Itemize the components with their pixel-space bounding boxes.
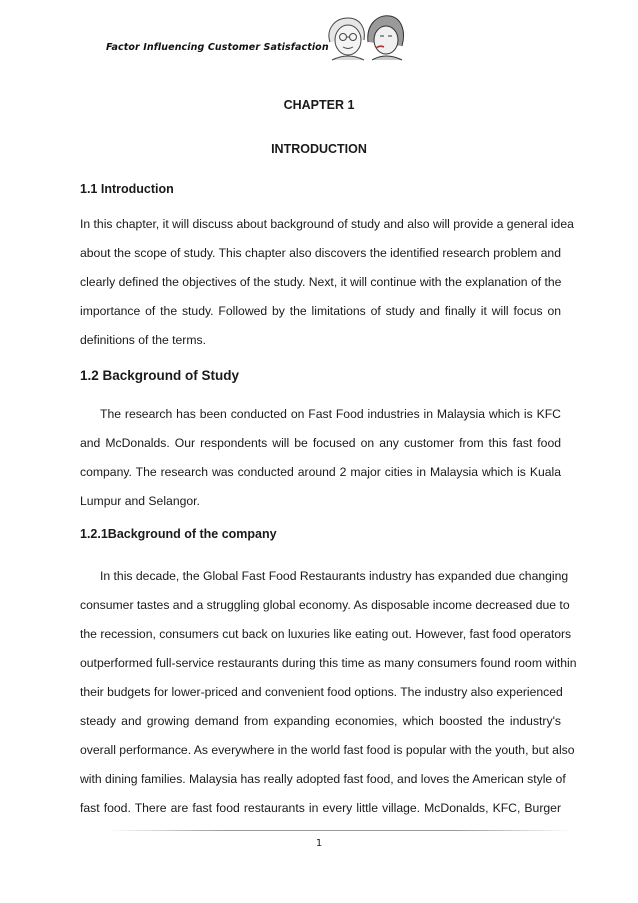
page-number: 1 <box>315 838 323 849</box>
paragraph-line: consumer tastes and a struggling global economy. As disposable income decreased due to <box>80 598 570 612</box>
paragraph-line: clearly defined the objectives of the study. Next, it will continue with the explanation of the <box>80 275 562 289</box>
paragraph-line: The research has been conducted on Fast Food industries in Malaysia which is KFC <box>100 407 561 421</box>
section-heading-background-of-company: 1.2.1Background of the company <box>80 527 277 541</box>
paragraph-line: steady and growing demand from expanding economies, which boosted the industry's <box>80 714 561 728</box>
paragraph-line: In this decade, the Global Fast Food Restaurants industry has expanded due changing <box>100 569 569 583</box>
header-illustration <box>322 12 406 62</box>
chapter-title: INTRODUCTION <box>271 142 367 156</box>
young-person-sketch <box>368 16 404 60</box>
paragraph-line: the recession, consumers cut back on luxuries like eating out. However, fast food operators <box>80 627 572 641</box>
paragraph-background-of-study <box>80 400 561 516</box>
paragraph-line: with dining families. Malaysia has really adopted fast food, and loves the American style of <box>80 772 566 786</box>
paragraph-line: Lumpur and Selangor. <box>80 494 200 508</box>
paragraph-line: overall performance. As everywhere in the world fast food is popular with the youth, but also <box>80 743 575 757</box>
running-header-title: Factor Influencing Customer Satisfaction <box>106 42 329 53</box>
paragraph-line: and McDonalds. Our respondents will be focused on any customer from this fast food <box>80 436 561 450</box>
section-heading-background-of-study: 1.2 Background of Study <box>80 368 240 383</box>
footer-divider <box>108 830 572 831</box>
paragraph-line: company. The research was conducted around 2 major cities in Malaysia which is Kuala <box>80 465 561 479</box>
paragraph-background-of-company <box>80 562 577 823</box>
section-heading-introduction: 1.1 Introduction <box>80 182 174 196</box>
paragraph-introduction <box>80 210 574 355</box>
paragraph-line: about the scope of study. This chapter also discovers the identified research problem and <box>80 246 561 260</box>
paragraph-line: outperformed full-service restaurants during this time as many consumers found room within <box>80 656 577 670</box>
paragraph-line: fast food. There are fast food restaurants in every little village. McDonalds, KFC, Burger <box>80 801 561 815</box>
chapter-label: CHAPTER 1 <box>283 98 355 112</box>
paragraph-line: their budgets for lower-priced and convenient food options. The industry also experienced <box>80 685 563 699</box>
elderly-person-sketch <box>329 18 364 60</box>
paragraph-line: definitions of the terms. <box>80 333 206 347</box>
paragraph-line: In this chapter, it will discuss about background of study and also will provide a general idea <box>80 217 574 231</box>
paragraph-line: importance of the study. Followed by the limitations of study and finally it will focus on <box>80 304 561 318</box>
